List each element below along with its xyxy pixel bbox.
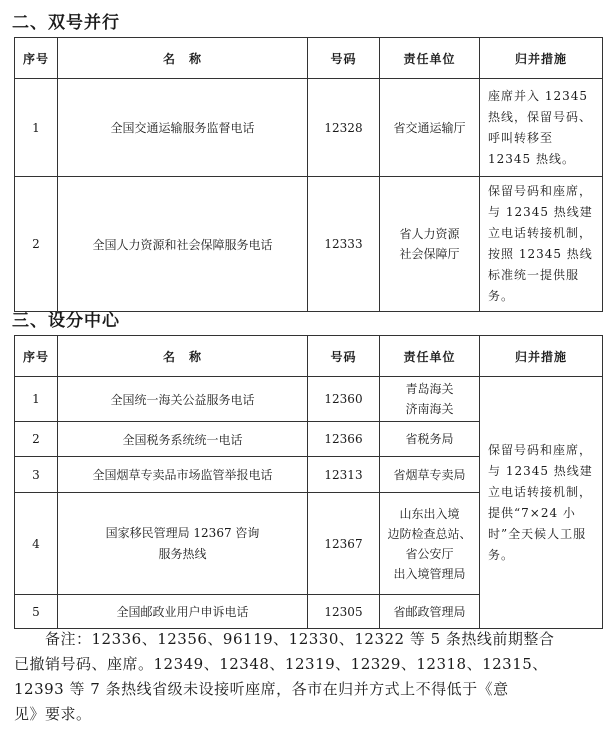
row-unit	[380, 457, 480, 493]
row-no: 1	[15, 79, 58, 177]
table-row	[15, 177, 603, 312]
row-number: 12328	[308, 79, 380, 177]
name-line: 服务热线	[158, 546, 207, 561]
section-3-table	[14, 335, 603, 629]
header-name: 名 称	[58, 336, 308, 377]
note-line: 见》要求。	[14, 705, 92, 723]
note-line: 已撤销号码、座席。12349、12348、12319、12329、12318、12315、	[14, 655, 548, 673]
header-number: 号码	[308, 38, 380, 79]
unit-line: 省烟草专卖局	[393, 467, 466, 482]
row-no: 4	[15, 493, 58, 595]
row-name: 全国烟草专卖品市场监管举报电话	[58, 457, 308, 493]
row-no: 1	[15, 377, 58, 422]
row-number: 12360	[308, 377, 380, 422]
table-row	[15, 377, 603, 422]
row-name: 全国税务系统统一电话	[58, 422, 308, 457]
row-unit: 省交通运输厅	[380, 79, 480, 177]
unit-line: 出入境管理局	[393, 566, 466, 581]
header-unit: 责任单位	[380, 38, 480, 79]
header-measure: 归并措施	[480, 336, 603, 377]
row-no: 2	[15, 177, 58, 312]
table-row	[15, 79, 603, 177]
row-number: 12366	[308, 422, 380, 457]
header-no: 序号	[15, 38, 58, 79]
row-number: 12333	[308, 177, 380, 312]
row-name: 全国邮政业用户申诉电话	[58, 595, 308, 629]
section-3-title: 三、设分中心	[12, 311, 120, 331]
row-name: 全国交通运输服务监督电话	[58, 79, 308, 177]
unit-line: 边防检查总站、	[387, 526, 472, 541]
unit-line: 省邮政管理局	[393, 604, 466, 619]
section-2-table	[14, 37, 603, 312]
row-no: 5	[15, 595, 58, 629]
row-measure: 保留号码和座席，与 12345 热线建立电话转接机制，按照 12345 热线标准统一提供服务。	[480, 177, 603, 312]
unit-line: 青岛海关	[405, 382, 454, 396]
unit-line: 济南海关	[405, 402, 454, 416]
shared-measure: 保留号码和座席，与 12345 热线建立电话转接机制，提供“7×24 小时”全天候人工服务。	[480, 377, 603, 629]
note-line: 备注：12336、12356、96119、12330、12322 等 5 条热线前期整合	[14, 630, 555, 648]
header-unit: 责任单位	[380, 336, 480, 377]
row-name: 全国人力资源和社会保障服务电话	[58, 177, 308, 312]
unit-line: 省公安厅	[405, 546, 454, 561]
name-line: 国家移民管理局 12367 咨询	[105, 525, 260, 540]
unit-line: 山东出入境	[399, 506, 460, 521]
row-unit: 省人力资源社会保障厅	[380, 177, 480, 312]
unit-line: 省税务局	[405, 432, 454, 446]
row-unit	[380, 595, 480, 629]
note-line: 12393 等 7 条热线省级未设接听座席，各市在归并方式上不得低于《意	[14, 680, 509, 698]
row-unit	[380, 377, 480, 422]
remark-note	[14, 627, 604, 727]
row-no: 2	[15, 422, 58, 457]
row-unit	[380, 422, 480, 457]
row-number: 12305	[308, 595, 380, 629]
row-number: 12313	[308, 457, 380, 493]
header-no: 序号	[15, 336, 58, 377]
section-2-title: 二、双号并行	[12, 13, 120, 33]
row-name: 全国统一海关公益服务电话	[58, 377, 308, 422]
header-measure: 归并措施	[480, 38, 603, 79]
row-unit	[380, 493, 480, 595]
table-header-row	[15, 38, 603, 79]
row-name	[58, 493, 308, 595]
row-number: 12367	[308, 493, 380, 595]
header-number: 号码	[308, 336, 380, 377]
row-measure: 座席并入 12345 热线，保留号码、呼叫转移至 12345 热线。	[480, 79, 603, 177]
row-no: 3	[15, 457, 58, 493]
header-name: 名 称	[58, 38, 308, 79]
table-header-row	[15, 336, 603, 377]
